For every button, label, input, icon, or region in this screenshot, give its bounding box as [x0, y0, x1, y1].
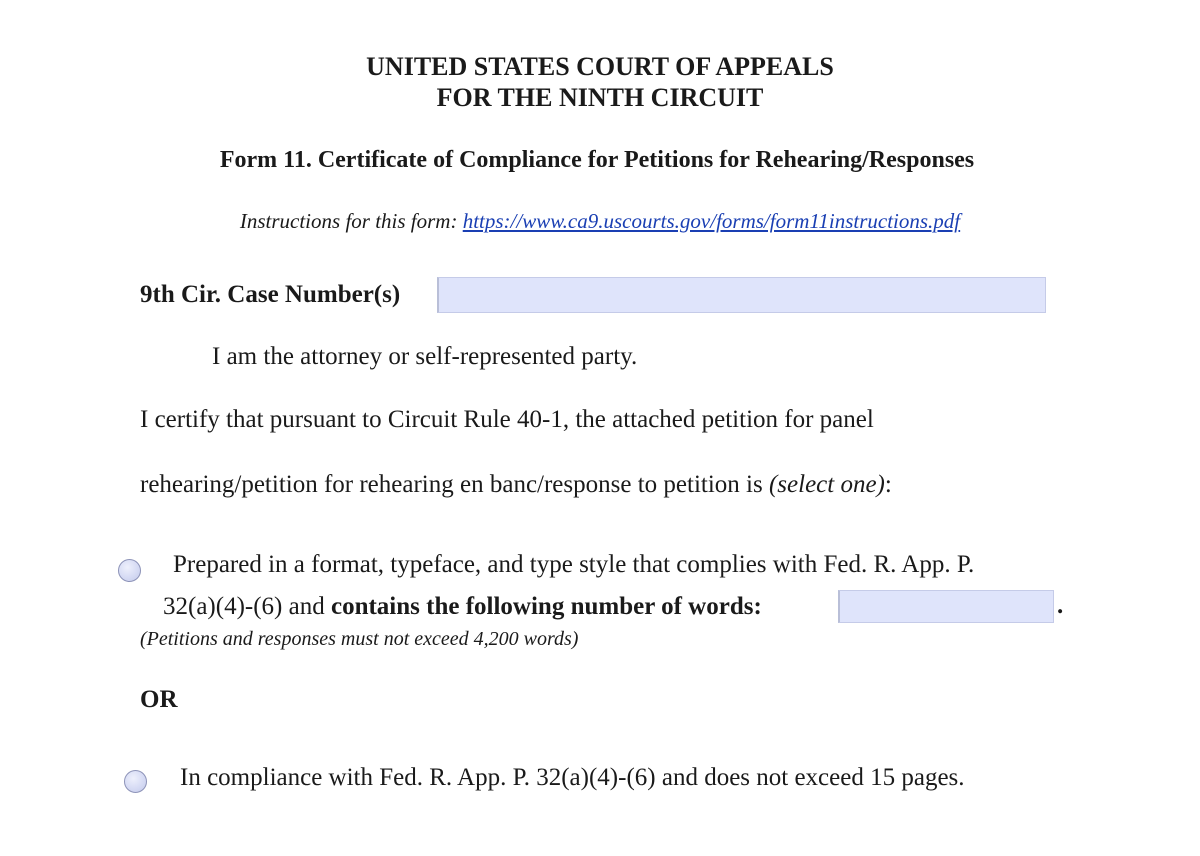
- form-title-text: Form 11. Certificate of Compliance for Petitions for Rehearing/Responses: [219, 147, 975, 173]
- certify-line-2-colon: :: [884, 471, 892, 498]
- word-count-option-line-2: [163, 593, 762, 621]
- select-one-note: (select one): [768, 471, 885, 498]
- instructions-link[interactable]: https://www.ca9.uscourts.gov/forms/form11instructions.pdf: [462, 209, 961, 233]
- court-name-line1: UNITED STATES COURT OF APPEALS: [366, 52, 834, 81]
- certify-line-2: [140, 471, 892, 499]
- word-count-period: .: [1057, 592, 1064, 619]
- attorney-statement: I am the attorney or self-represented party.: [212, 343, 638, 370]
- word-count-option-bold: contains the following number of words:: [330, 593, 762, 620]
- form-title: [0, 147, 1200, 174]
- certify-line-1: I certify that pursuant to Circuit Rule 40-1, the attached petition for panel: [140, 406, 874, 433]
- case-number-label: 9th Cir. Case Number(s): [140, 281, 401, 308]
- page-limit-option-label: In compliance with Fed. R. App. P. 32(a)(4)-(6) and does not exceed 15 pages.: [180, 764, 965, 791]
- or-separator: OR: [140, 686, 178, 713]
- word-count-option-prefix: 32(a)(4)-(6) and: [163, 593, 331, 620]
- certify-line-2-main: rehearing/petition for rehearing en banc/response to petition is: [140, 471, 769, 498]
- case-number-field[interactable]: [437, 277, 1046, 313]
- word-count-field[interactable]: [838, 590, 1054, 623]
- instructions-prefix: Instructions for this form:: [239, 209, 458, 233]
- court-name-line2: FOR THE NINTH CIRCUIT: [436, 83, 764, 112]
- page-limit-option-radio[interactable]: [124, 770, 147, 793]
- word-count-option-line-1: Prepared in a format, typeface, and type style that complies with Fed. R. App. P.: [173, 551, 975, 578]
- instructions-line: [0, 209, 1200, 234]
- word-count-option-radio[interactable]: [118, 559, 141, 582]
- word-limit-note: (Petitions and responses must not exceed 4,200 words): [140, 628, 579, 650]
